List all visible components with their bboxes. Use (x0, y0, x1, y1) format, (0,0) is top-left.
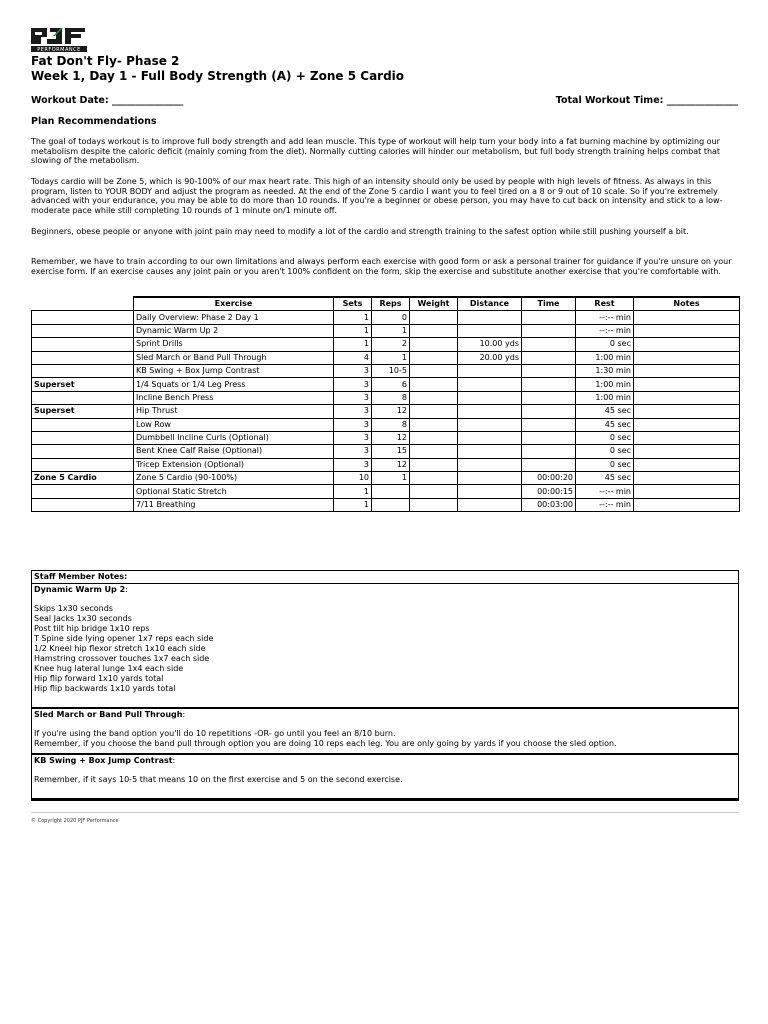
staff-note-line: Hip flip forward 1x10 yards total (34, 674, 164, 683)
cell-exercise: Low Row (134, 418, 334, 431)
cell-distance: 10.00 yds (458, 338, 522, 351)
cell-reps: 12 (372, 405, 410, 418)
cell-exercise: Tricep Extension (Optional) (134, 458, 334, 471)
paragraph-remember: Remember, we have to train according to our own limitations and always perform each exercise with good form or ask a personal trainer for guidance if you're unsure on your exercise form. If an exercise causes any joint pain or you aren't 100% confident on the form, skip the exercise and substitute another exercise that you're comfortable with. (31, 257, 732, 276)
row-group-label (32, 458, 134, 471)
copyright-text: © Copyright 2020 PJF Performance (31, 818, 119, 824)
row-group-label (32, 431, 134, 444)
staff-note-line: Seal Jacks 1x30 seconds (34, 614, 132, 623)
cell-reps (372, 485, 410, 498)
cell-sets: 1 (334, 324, 372, 337)
staff-notes-box (31, 570, 739, 801)
col-reps: Reps (372, 297, 410, 311)
cell-sets: 1 (334, 485, 372, 498)
cell-time (522, 458, 576, 471)
cell-rest: 1:00 min (576, 351, 634, 364)
table-row (32, 472, 740, 485)
cell-rest: --:-- min (576, 485, 634, 498)
staff-note-title: KB Swing + Box Jump Contrast (34, 756, 173, 765)
row-group-label: Zone 5 Cardio (32, 472, 134, 485)
cell-exercise: Incline Bench Press (134, 391, 334, 404)
staff-note-colon: : (125, 585, 128, 594)
cell-sets: 3 (334, 445, 372, 458)
staff-note-line (34, 785, 736, 794)
cell-sets: 1 (334, 338, 372, 351)
staff-notes-body (32, 584, 738, 800)
staff-note-title: Dynamic Warm Up 2 (34, 585, 126, 594)
cell-notes[interactable] (634, 485, 740, 498)
cell-sets: 10 (334, 472, 372, 485)
staff-note-line: Post tilt hip bridge 1x10 reps (34, 624, 150, 633)
table-header-row (32, 297, 740, 311)
cell-notes[interactable] (634, 311, 740, 324)
table-row (32, 378, 740, 391)
cell-rest: 1:30 min (576, 364, 634, 377)
cell-notes[interactable] (634, 458, 740, 471)
col-distance: Distance (458, 297, 522, 311)
cell-rest: 45 sec (576, 472, 634, 485)
staff-note-line: T Spine side lying opener 1x7 reps each side (34, 634, 214, 643)
cell-reps: 1 (372, 472, 410, 485)
table-row (32, 498, 740, 511)
cell-time (522, 311, 576, 324)
staff-note-line: 1/2 Kneel hip flexor stretch 1x10 each side (34, 644, 206, 653)
cell-reps: 8 (372, 418, 410, 431)
table-row (32, 405, 740, 418)
cell-exercise: KB Swing + Box Jump Contrast (134, 364, 334, 377)
cell-time (522, 391, 576, 404)
cell-exercise: Hip Thrust (134, 405, 334, 418)
cell-weight[interactable] (410, 498, 458, 511)
cell-distance (458, 458, 522, 471)
cell-time (522, 405, 576, 418)
cell-rest: 0 sec (576, 431, 634, 444)
cell-notes[interactable] (634, 391, 740, 404)
row-group-label (32, 498, 134, 511)
exercise-table (31, 296, 740, 512)
cell-time (522, 338, 576, 351)
cell-exercise: Sprint Drills (134, 338, 334, 351)
staff-note-line (34, 595, 736, 604)
staff-note-line (34, 766, 736, 775)
cell-reps: 12 (372, 458, 410, 471)
cell-distance: 20.00 yds (458, 351, 522, 364)
cell-rest: --:-- min (576, 498, 634, 511)
cell-rest: --:-- min (576, 311, 634, 324)
cell-notes[interactable] (634, 445, 740, 458)
row-group-label (32, 391, 134, 404)
cell-time: 00:00:20 (522, 472, 576, 485)
cell-rest: 0 sec (576, 338, 634, 351)
cell-distance (458, 485, 522, 498)
cell-exercise: Dynamic Warm Up 2 (134, 324, 334, 337)
cell-weight[interactable] (410, 445, 458, 458)
logo-tagline: PERFORMANCE (37, 47, 81, 53)
table-row (32, 351, 740, 364)
row-group-label (32, 351, 134, 364)
cell-distance (458, 378, 522, 391)
cell-time: 00:03:00 (522, 498, 576, 511)
cell-rest: 1:00 min (576, 378, 634, 391)
paragraph-beginners: Beginners, obese people or anyone with joint pain may need to modify a lot of the cardio and strength training to the safest option while still pushing yourself a bit. (31, 227, 689, 236)
cell-distance (458, 391, 522, 404)
cell-time (522, 378, 576, 391)
cell-notes[interactable] (634, 378, 740, 391)
workout-date-field[interactable]: Workout Date: _______________ (31, 95, 184, 106)
cell-sets: 4 (334, 351, 372, 364)
cell-rest: 45 sec (576, 418, 634, 431)
cell-distance (458, 472, 522, 485)
cell-exercise: Bent Knee Calf Raise (Optional) (134, 445, 334, 458)
staff-note-line: Knee hug lateral lunge 1x4 each side (34, 664, 184, 673)
cell-distance (458, 431, 522, 444)
row-group-label (32, 338, 134, 351)
table-row (32, 391, 740, 404)
cell-reps (372, 498, 410, 511)
cell-distance (458, 324, 522, 337)
cell-notes[interactable] (634, 351, 740, 364)
cell-weight[interactable] (410, 338, 458, 351)
cell-time (522, 364, 576, 377)
cell-sets: 3 (334, 458, 372, 471)
cell-rest: 0 sec (576, 458, 634, 471)
col-weight: Weight (410, 297, 458, 311)
cell-sets: 3 (334, 378, 372, 391)
cell-exercise: 1/4 Squats or 1/4 Leg Press (134, 378, 334, 391)
cell-weight[interactable] (410, 418, 458, 431)
col-exercise: Exercise (134, 297, 334, 311)
cell-distance (458, 445, 522, 458)
exercise-table-body (32, 311, 740, 512)
cell-weight[interactable] (410, 351, 458, 364)
page-title: Fat Don't Fly- Phase 2 (31, 54, 180, 68)
row-group-label (32, 418, 134, 431)
cell-reps: 1 (372, 351, 410, 364)
cell-sets: 3 (334, 405, 372, 418)
staff-note-colon: : (172, 756, 176, 765)
paragraph-cardio: Todays cardio will be Zone 5, which is 90-100% of our max heart rate. This high of an intensity should only be used by people with high levels of fitness. As always in this program, listen to YOUR BODY and adjust the program as needed. At the end of the Zone 5 cardio I want you to feel tired on a 8 or 9 out of 10 scale. So if you're extremely advanced with your endurance, you may be able to do more than 10 rounds. If you're a beginner or obese person, you may have to cut back on intensity and stick to a low-moderate pace while still completing 10 rounds of 1 minute on/1 minute off. (31, 177, 723, 215)
col-rest: Rest (576, 297, 634, 311)
cell-distance (458, 364, 522, 377)
cell-distance (458, 418, 522, 431)
cell-exercise: Daily Overview: Phase 2 Day 1 (134, 311, 334, 324)
staff-note-line: If you're using the band option you'll do 10 repetitions -OR- go until you feel an 8/10 burn. (34, 729, 396, 738)
staff-note-section (32, 584, 738, 709)
cell-exercise: Optional Static Stretch (134, 485, 334, 498)
cell-time: 00:00:15 (522, 485, 576, 498)
cell-notes[interactable] (634, 364, 740, 377)
table-row (32, 364, 740, 377)
table-row (32, 418, 740, 431)
cell-weight[interactable] (410, 324, 458, 337)
cell-rest: 1:00 min (576, 391, 634, 404)
table-row (32, 445, 740, 458)
cell-rest: --:-- min (576, 324, 634, 337)
cell-sets: 3 (334, 431, 372, 444)
cell-notes[interactable] (634, 431, 740, 444)
col-notes: Notes (634, 297, 740, 311)
table-row (32, 431, 740, 444)
staff-notes-heading: Staff Member Notes: (32, 571, 738, 584)
plan-recommendations-heading: Plan Recommendations (31, 116, 157, 127)
staff-note-line: Remember, if it says 10-5 that means 10 on the first exercise and 5 on the second exercise. (34, 775, 403, 784)
cell-notes[interactable] (634, 324, 740, 337)
cell-reps: 2 (372, 338, 410, 351)
row-group-label (32, 485, 134, 498)
cell-notes[interactable] (634, 405, 740, 418)
paragraph-goal: The goal of todays workout is to improve full body strength and add lean muscle. This type of workout will help turn your body into a fat burning machine by optimizing our metabolism despite the caloric deficit (mainly coming from the diet). Normally cutting calories will hinder our metabolism, but full body strength training helps combat that slowing of the metabolism. (31, 137, 721, 166)
staff-note-colon: : (182, 710, 186, 719)
cell-time (522, 431, 576, 444)
cell-distance (458, 311, 522, 324)
cell-weight[interactable] (410, 391, 458, 404)
staff-note-line: Hip flip backwards 1x10 yards total (34, 684, 176, 693)
col-sets: Sets (334, 297, 372, 311)
staff-note-title: Sled March or Band Pull Through (34, 710, 183, 719)
staff-note-line: Skips 1x30 seconds (34, 604, 113, 613)
page-subtitle: Week 1, Day 1 - Full Body Strength (A) + Zone 5 Cardio (31, 69, 405, 83)
staff-note-line (34, 694, 736, 703)
staff-note-line: Remember, if you choose the band pull through option you are doing 10 reps each leg. You are only going by yards if you choose the sled option. (34, 739, 617, 748)
cell-sets: 3 (334, 391, 372, 404)
cell-weight[interactable] (410, 311, 458, 324)
cell-notes[interactable] (634, 472, 740, 485)
table-row (32, 311, 740, 324)
staff-note-section (32, 709, 738, 755)
table-row (32, 324, 740, 337)
cell-time (522, 445, 576, 458)
cell-exercise: Sled March or Band Pull Through (134, 351, 334, 364)
cell-weight[interactable] (410, 458, 458, 471)
cell-weight[interactable] (410, 472, 458, 485)
cell-rest: 0 sec (576, 445, 634, 458)
pjf-logo (31, 26, 87, 54)
row-group-label (32, 364, 134, 377)
cell-notes[interactable] (634, 498, 740, 511)
cell-notes[interactable] (634, 418, 740, 431)
footer-divider (31, 812, 739, 813)
cell-sets: 3 (334, 364, 372, 377)
cell-notes[interactable] (634, 338, 740, 351)
cell-weight[interactable] (410, 431, 458, 444)
total-workout-time-field[interactable]: Total Workout Time: _______________ (555, 95, 738, 106)
cell-reps: 6 (372, 378, 410, 391)
row-group-label: Superset (32, 378, 134, 391)
staff-note-line: Hamstring crossover touches 1x7 each side (34, 654, 210, 663)
cell-reps: 15 (372, 445, 410, 458)
cell-reps: 0 (372, 311, 410, 324)
cell-sets: 3 (334, 418, 372, 431)
cell-reps: 1 (372, 324, 410, 337)
cell-weight[interactable] (410, 378, 458, 391)
cell-sets: 1 (334, 498, 372, 511)
cell-exercise: 7/11 Breathing (134, 498, 334, 511)
cell-reps: 10-5 (372, 364, 410, 377)
col-time: Time (522, 297, 576, 311)
table-row (32, 485, 740, 498)
row-group-label: Superset (32, 405, 134, 418)
cell-time (522, 324, 576, 337)
cell-exercise: Dumbbell Incline Curls (Optional) (134, 431, 334, 444)
cell-sets: 1 (334, 311, 372, 324)
row-group-label (32, 324, 134, 337)
cell-weight[interactable] (410, 364, 458, 377)
cell-exercise: Zone 5 Cardio (90-100%) (134, 472, 334, 485)
cell-rest: 45 sec (576, 405, 634, 418)
cell-time (522, 351, 576, 364)
table-row (32, 338, 740, 351)
table-row (32, 458, 740, 471)
cell-distance (458, 498, 522, 511)
cell-weight[interactable] (410, 405, 458, 418)
cell-weight[interactable] (410, 485, 458, 498)
cell-distance (458, 405, 522, 418)
cell-reps: 12 (372, 431, 410, 444)
cell-time (522, 418, 576, 431)
staff-note-section (32, 755, 738, 800)
row-group-label (32, 445, 134, 458)
staff-note-line (34, 720, 736, 729)
cell-reps: 8 (372, 391, 410, 404)
row-group-label (32, 311, 134, 324)
